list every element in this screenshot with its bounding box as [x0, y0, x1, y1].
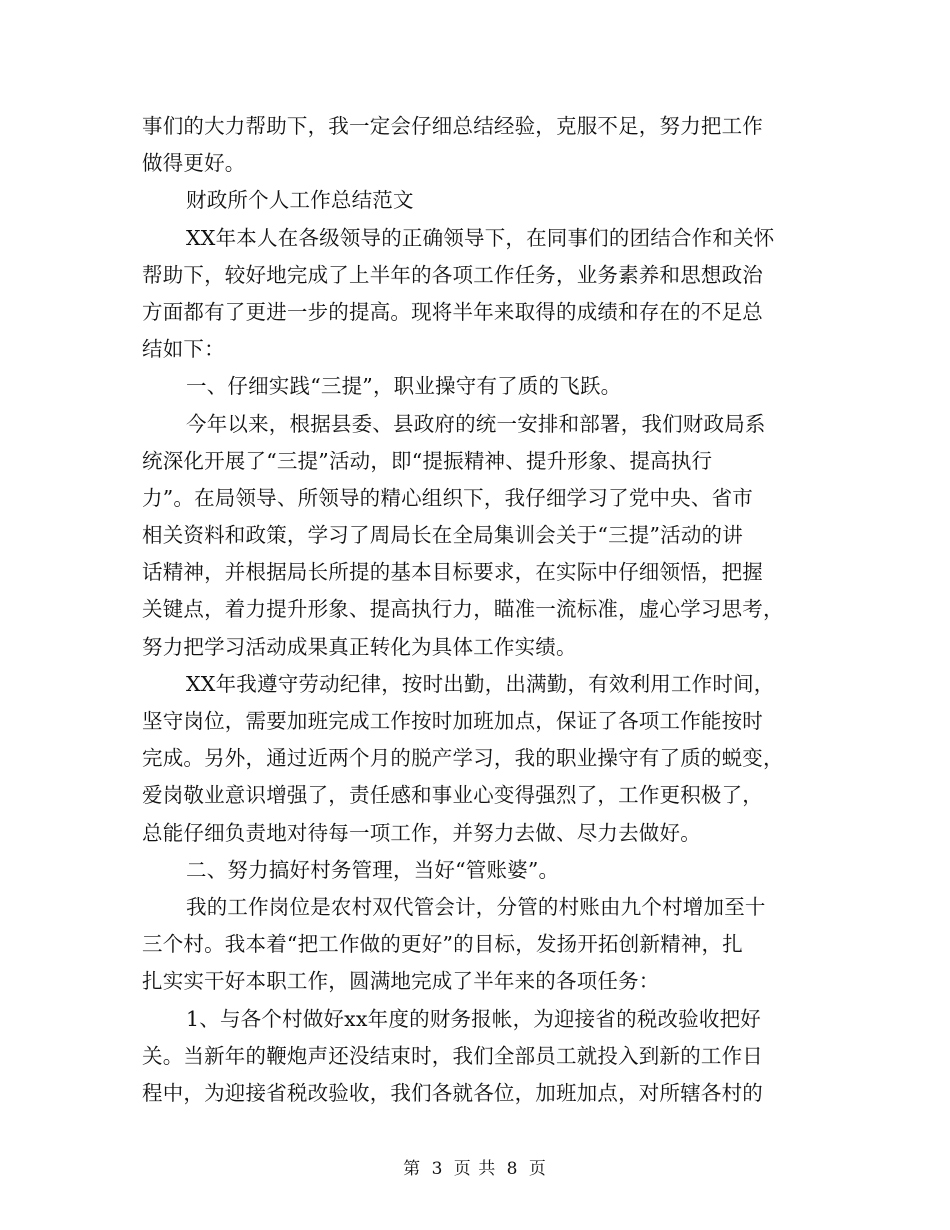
text-line: 做得更好。 [142, 151, 246, 176]
page-footer [0, 1154, 950, 1179]
text-line: 统深化开展了“三提”活动，即“提振精神、提升形象、提高执行 [142, 448, 713, 473]
text-line: 程中，为迎接省税改验收，我们各就各位，加班加点，对所辖各村的 [142, 1080, 763, 1105]
text-line: 坚守岗位，需要加班完成工作按时加班加点，保证了各项工作能按时 [142, 709, 763, 733]
text-line: 一、仔细实践“三提”，职业操守有了质的飞跃。 [186, 374, 622, 399]
footer-page-current: 3 [431, 1159, 444, 1179]
text-line: 事们的大力帮助下，我一定会仔细总结经验，克服不足，努力把工作 [142, 114, 763, 138]
footer-page-total: 8 [506, 1159, 519, 1179]
footer-mid: 页 共 [453, 1159, 497, 1179]
text-line: 相关资料和政策，学习了周局长在全局集训会关于“三提”活动的讲 [142, 523, 743, 548]
text-line: 爱岗敬业意识增强了，责任感和事业心变得强烈了，工作更积极了， [142, 783, 763, 808]
text-line: 话精神，并根据局长所提的基本目标要求，在实际中仔细领悟，把握 [142, 560, 763, 585]
text-line: 完成。另外，通过近两个月的脱产学习，我的职业操守有了质的蜕变， [142, 746, 784, 771]
text-line: 方面都有了更进一步的提高。现将半年来取得的成绩和存在的不足总 [142, 299, 763, 324]
footer-prefix: 第 [403, 1159, 422, 1179]
body-text [142, 108, 810, 1112]
text-line: 帮助下，较好地完成了上半年的各项工作任务，业务素养和思想政治 [142, 262, 763, 287]
text-line: 1、与各个村做好xx年度的财务报帐，为迎接省的税改验收把好 [186, 1006, 761, 1031]
text-line: 努力把学习活动成果真正转化为具体工作实绩。 [142, 634, 577, 659]
text-line: 总能仔细负责地对待每一项工作，并努力去做、尽力去做好。 [142, 820, 701, 845]
text-line: XX年本人在各级领导的正确领导下，在同事们的团结合作和关怀 [186, 225, 775, 250]
text-line: 结如下： [142, 337, 225, 362]
text-line: 关键点，着力提升形象、提高执行力，瞄准一流标准，虚心学习思考， [142, 597, 784, 622]
text-line: 今年以来，根据县委、县政府的统一安排和部署，我们财政局系 [186, 411, 766, 436]
text-line: 扎实实干好本职工作，圆满地完成了半年来的各项任务： [142, 969, 660, 994]
text-line: 财政所个人工作总结范文 [186, 188, 414, 213]
footer-suffix: 页 [528, 1159, 547, 1179]
text-line: 三个村。我本着“把工作做的更好”的目标，发扬开拓创新精神，扎 [142, 932, 743, 957]
text-line: XX年我遵守劳动纪律，按时出勤，出满勤，有效利用工作时间， [186, 671, 775, 696]
text-line: 力”。在局领导、所领导的精心组织下，我仔细学习了党中央、省市 [142, 485, 753, 510]
text-line: 二、努力搞好村务管理，当好“管账婆”。 [186, 857, 560, 882]
text-line: 我的工作岗位是农村双代管会计，分管的村账由九个村增加至十 [186, 894, 766, 919]
text-line: 关。当新年的鞭炮声还没结束时，我们全部员工就投入到新的工作日 [142, 1043, 763, 1068]
